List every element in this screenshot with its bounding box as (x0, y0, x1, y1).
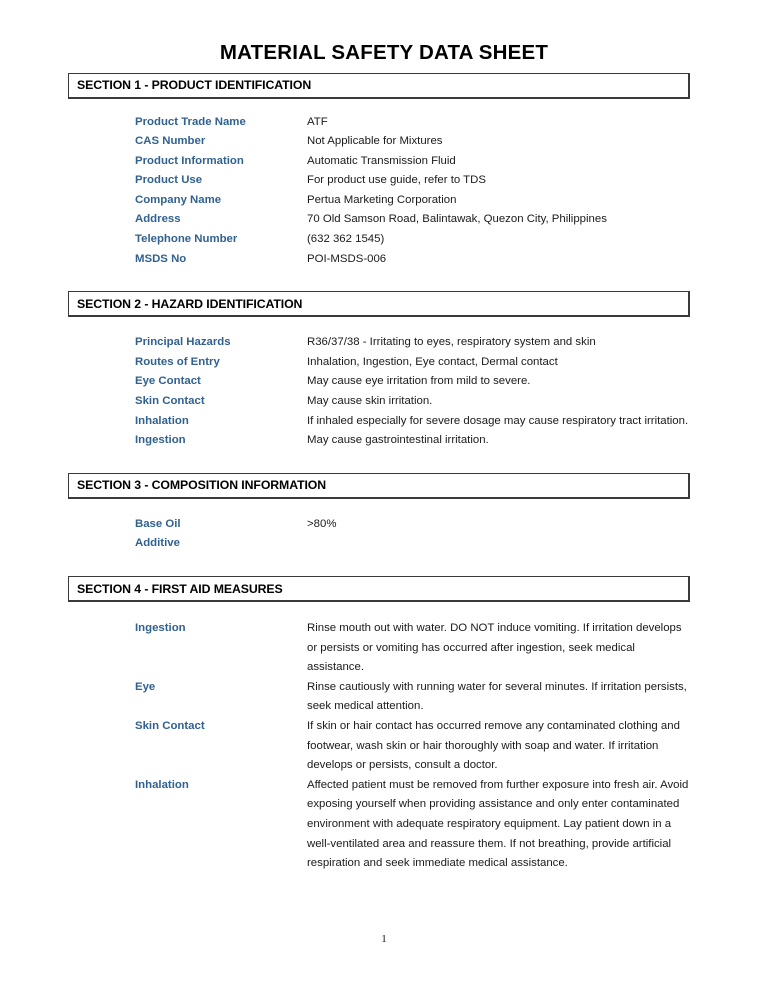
row-label: Product Trade Name (135, 115, 246, 128)
row-value: For product use guide, refer to TDS (307, 174, 486, 187)
section-heading-text: SECTION 1 - PRODUCT IDENTIFICATION (77, 78, 312, 93)
table-row (0, 333, 768, 353)
row-label: Skin Contact (135, 395, 205, 408)
table-row (0, 515, 768, 535)
row-value: Rinse cautiously with running water for several minutes. If irritation persists, seek medical attention. (307, 680, 687, 713)
section-2-rows (0, 317, 768, 451)
row-label: Telephone Number (135, 233, 238, 246)
section-heading-text: SECTION 2 - HAZARD IDENTIFICATION (77, 296, 303, 311)
section-header-3 (68, 473, 690, 499)
row-value: POI-MSDS-006 (307, 252, 387, 265)
row-label: Ingestion (135, 434, 186, 447)
table-row (0, 191, 768, 211)
row-label: Base Oil (135, 517, 181, 530)
row-label: MSDS No (135, 252, 187, 265)
table-row (0, 171, 768, 191)
row-label: Eye (135, 680, 156, 693)
table-row (0, 250, 768, 270)
table-row (0, 678, 768, 717)
table-row (0, 776, 768, 874)
row-value: If skin or hair contact has occurred remove any contaminated clothing and footwear, wash skin or hair thoroughly with soap and water. If irritation develops or persists, consult a doctor. (307, 719, 680, 772)
row-value: Rinse mouth out with water. DO NOT induce vomiting. If irritation develops or persists or vomiting has occurred after ingestion, seek medical assistance. (307, 622, 682, 674)
row-label: Product Use (135, 174, 203, 187)
row-label: Routes of Entry (135, 355, 220, 368)
row-value: Automatic Transmission Fluid (307, 154, 456, 167)
table-row (0, 230, 768, 250)
row-value: May cause eye irritation from mild to severe. (307, 375, 531, 388)
page-title: MATERIAL SAFETY DATA SHEET (219, 41, 549, 64)
table-row (0, 619, 768, 678)
table-row (0, 132, 768, 152)
table-row (0, 534, 768, 554)
section-4-rows (0, 602, 768, 874)
section-header-2 (68, 291, 690, 317)
row-label: Address (135, 213, 181, 226)
row-label: Principal Hazards (135, 336, 231, 349)
row-value: >80% (307, 517, 337, 530)
table-row (0, 113, 768, 133)
row-value: Inhalation, Ingestion, Eye contact, Dermal contact (307, 355, 558, 368)
row-value: May cause gastrointestinal irritation. (307, 434, 489, 447)
table-row (0, 431, 768, 451)
row-value: Pertua Marketing Corporation (307, 193, 457, 206)
row-value: R36/37/38 - Irritating to eyes, respiratory system and skin (307, 336, 596, 349)
row-value: 70 Old Samson Road, Balintawak, Quezon City, Philippines (307, 213, 607, 226)
row-value: Affected patient must be removed from further exposure into fresh air. Avoid exposing yourself when providing assistance and only enter contaminated environment with adequate respiratory equipment. Lay patient down in a well-ventilated area and reassure them. If not breathing, provide artificial respiration and seek immediate medical assistance. (307, 778, 689, 870)
row-label: Skin Contact (135, 719, 205, 732)
row-value: Not Applicable for Mixtures (307, 135, 443, 148)
section-3-rows (0, 499, 768, 554)
table-row (0, 717, 768, 776)
table-row (0, 392, 768, 412)
row-label: CAS Number (135, 135, 206, 148)
section-1-rows (0, 99, 768, 270)
table-row (0, 372, 768, 392)
table-row (0, 353, 768, 373)
row-label: Inhalation (135, 414, 189, 427)
row-value: (632 362 1545) (307, 233, 385, 246)
row-label: Company Name (135, 193, 222, 206)
row-label: Ingestion (135, 622, 186, 635)
row-value: ATF (307, 115, 328, 128)
table-row (0, 210, 768, 230)
row-label: Additive (135, 537, 180, 550)
row-label: Product Information (135, 154, 244, 167)
row-label: Inhalation (135, 778, 189, 791)
row-value: May cause skin irritation. (307, 395, 433, 408)
table-row (0, 412, 768, 432)
section-heading-text: SECTION 3 - COMPOSITION INFORMATION (77, 478, 327, 493)
page-number: 1 (381, 933, 387, 945)
row-label: Eye Contact (135, 375, 201, 388)
row-value: If inhaled especially for severe dosage may cause respiratory tract irritation. (307, 414, 689, 427)
section-header-4 (68, 576, 690, 602)
table-row (0, 152, 768, 172)
section-heading-text: SECTION 4 - FIRST AID MEASURES (77, 581, 283, 596)
section-header-1 (68, 73, 690, 99)
